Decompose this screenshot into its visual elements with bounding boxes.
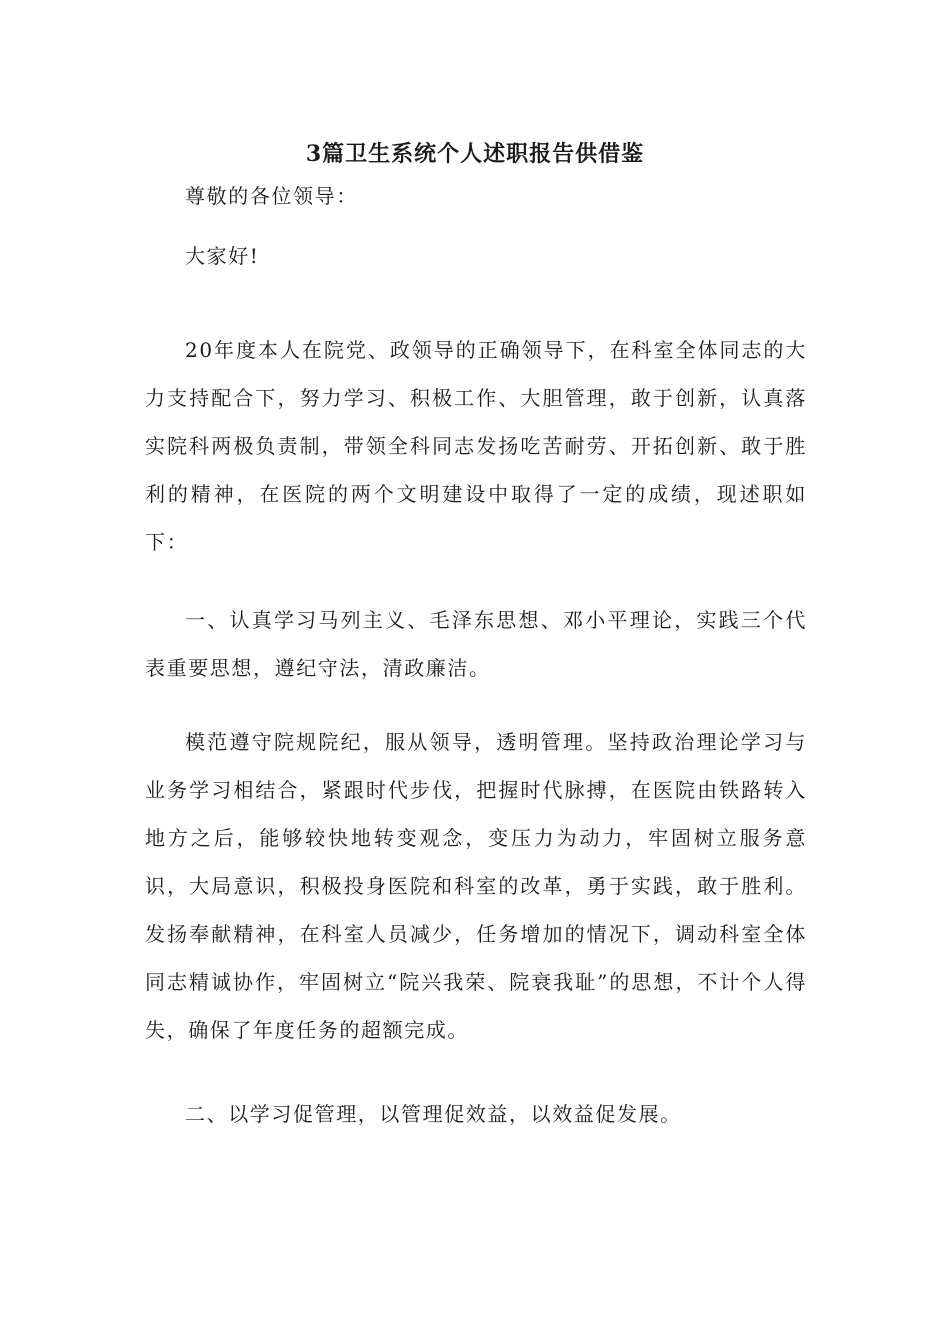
paragraph: 20年度本人在院党、政领导的正确领导下，在科室全体同志的大力支持配合下，努力学习、积极工作、大胆管理，敢于创新，认真落实院科两极负责制，带领全科同志发扬吃苦耐劳、开拓创新、敢于胜利的精神，在医院的两个文明建设中取得了一定的成绩，现述职如下： <box>145 338 807 554</box>
paragraph-greeting <box>145 232 807 280</box>
document-title: 3篇卫生系统个人述职报告供借鉴 <box>305 141 645 167</box>
paragraph-section-two <box>145 1090 807 1138</box>
paragraph-section-one-detail <box>145 718 807 1054</box>
paragraph: 二、以学习促管理，以管理促效益，以效益促发展。 <box>185 1102 682 1126</box>
paragraph-section-one <box>145 596 807 692</box>
paragraph: 模范遵守院规院纪，服从领导，透明管理。坚持政治理论学习与业务学习相结合，紧跟时代步伐，把握时代脉搏，在医院由铁路转入地方之后，能够较快地转变观念，变压力为动力，牢固树立服务意识，大局意识，积极投身医院和科室的改革，勇于实践，敢于胜利。发扬奉献精神，在科室人员减少，任务增加的情况下，调动科室全体同志精诚协作，牢固树立“院兴我荣、院衰我耻”的思想，不计个人得失，确保了年度任务的超额完成。 <box>145 730 807 1042</box>
paragraph: 大家好! <box>185 244 260 268</box>
paragraph: 一、认真学习马列主义、毛泽东思想、邓小平理论，实践三个代表重要思想，遵纪守法，清政廉洁。 <box>145 608 807 680</box>
paragraph-intro <box>145 326 807 566</box>
paragraph: 尊敬的各位领导： <box>185 184 358 208</box>
paragraph-salutation <box>145 172 807 220</box>
